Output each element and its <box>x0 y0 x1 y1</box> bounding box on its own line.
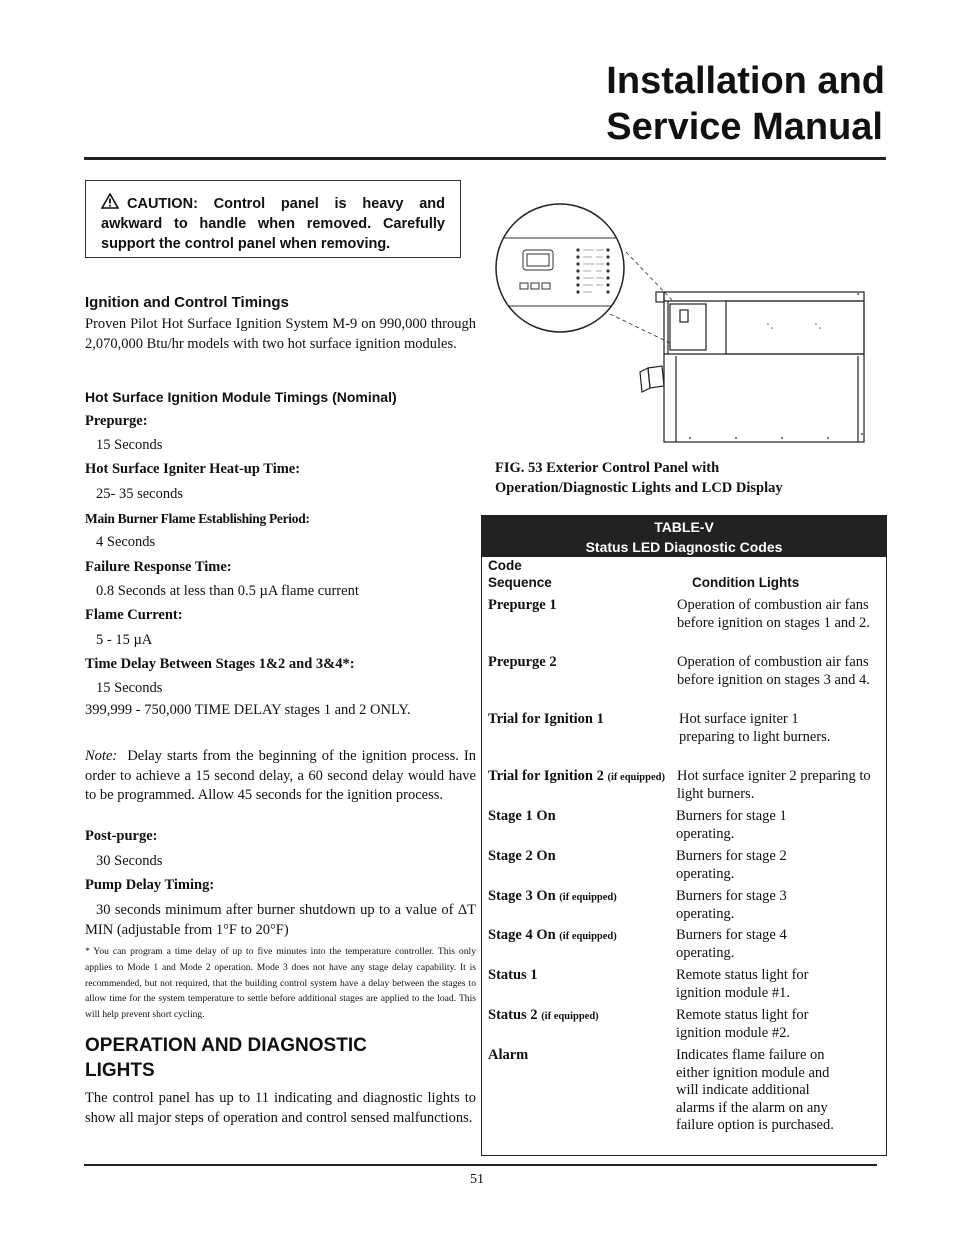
timing-label-prepurge: Prepurge: <box>85 413 148 429</box>
figure-caption <box>495 458 783 498</box>
timing-value-failure-response: 0.8 Seconds at less than 0.5 µA flame current <box>96 583 359 599</box>
table-row-code: Trial for Ignition 2 <box>488 768 604 784</box>
table-row-code: Stage 4 On <box>488 927 556 943</box>
pump-delay-label: Pump Delay Timing: <box>85 877 215 893</box>
caution-text: : Control panel is heavy and awkward to handle when removed. Carefully support the control panel when removing. <box>101 196 445 252</box>
timing-value-heatup: 25- 35 seconds <box>96 486 183 502</box>
pump-delay-value: 30 seconds minimum after burner shutdown up to a value of ΔT MIN (adjustable from 1°F to 20°F) <box>85 902 476 938</box>
timing-value-stage-delay: 15 Seconds <box>96 680 163 696</box>
timing-label-stage-delay: Time Delay Between Stages 1&2 and 3&4*: <box>85 656 355 672</box>
figure-caption-line-1: FIG. 53 Exterior Control Panel with <box>495 460 720 476</box>
table-title: TABLE-V <box>654 519 714 535</box>
table-row-code: Status 2 <box>488 1007 538 1023</box>
timing-label-flame-current: Flame Current: <box>85 607 183 623</box>
table-row-desc: Remote status light for ignition module #1. <box>676 967 809 1001</box>
table-row-desc: Burners for stage 2 operating. <box>676 848 787 882</box>
postpurge-label: Post-purge: <box>85 828 158 844</box>
footnote: * You can program a time delay of up to five minutes into the temperature controller. This only applies to Mode 1 and Mode 2 operation. Mode 3 does not have any stage delay capability. It is recommended, but not required, that the building control system have a delay between the stages to allow time for the system temperature to settle before additional stages are applied to the load. This will help prevent short cycling. <box>85 946 476 1021</box>
table-row-code: Alarm <box>488 1047 529 1063</box>
page-number: 51 <box>470 1172 484 1187</box>
table-row-code: Stage 3 On <box>488 888 556 904</box>
operation-heading <box>85 1033 367 1083</box>
table-header <box>482 516 886 557</box>
equipped-note: (if equipped) <box>559 892 617 903</box>
column-header-condition-lights: Condition Lights <box>692 575 800 590</box>
timing-value-flame-current: 5 - 15 µA <box>96 632 153 648</box>
column-header-sequence: Sequence <box>488 575 552 590</box>
postpurge-value: 30 Seconds <box>96 853 163 869</box>
table-row-code: Status 1 <box>488 967 538 983</box>
figure-caption-line-2: Operation/Diagnostic Lights and LCD Display <box>495 480 783 496</box>
table-row-code: Stage 2 On <box>488 848 556 864</box>
caution-label: CAUTION <box>127 196 194 212</box>
footer-divider <box>84 1164 877 1166</box>
table-row-code: Prepurge 1 <box>488 597 557 613</box>
control-panel-figure <box>490 188 870 450</box>
equipped-note: (if equipped) <box>559 931 617 942</box>
timing-label-failure-response: Failure Response Time: <box>85 559 232 575</box>
column-header-code: Code <box>488 558 522 573</box>
table-row-desc: Indicates flame failure on either ignition module and will indicate additional alarms if the alarm on any failure option is purchased. <box>676 1047 834 1133</box>
header-divider <box>84 157 886 160</box>
status-led-table <box>481 515 887 1156</box>
table-row-code-with-note <box>488 927 617 946</box>
table-row-desc: Operation of combustion air fans before ignition on stages 3 and 4. <box>677 654 870 688</box>
table-row-code-with-note <box>488 1007 599 1026</box>
equipped-note: (if equipped) <box>607 772 665 783</box>
table-row-desc: Operation of combustion air fans before ignition on stages 1 and 2. <box>677 597 870 631</box>
table-row-desc: Remote status light for ignition module #2. <box>676 1007 809 1041</box>
delay-note <box>85 747 476 806</box>
title-line-1: Installation and <box>606 60 885 102</box>
table-row-desc: Hot surface igniter 1 preparing to light burners. <box>679 711 831 745</box>
table-row-code: Trial for Ignition 1 <box>488 711 604 727</box>
timing-label-flame-establishing: Main Burner Flame Establishing Period: <box>85 511 310 526</box>
operation-text: The control panel has up to 11 indicating and diagnostic lights to show all major steps of operation and control sensed malfunctions. <box>85 1090 476 1126</box>
timings-subheading: Hot Surface Ignition Module Timings (Nominal) <box>85 389 397 405</box>
table-row-code: Stage 1 On <box>488 808 556 824</box>
timing-value-prepurge: 15 Seconds <box>96 437 163 453</box>
table-row-desc: Hot surface igniter 2 preparing to light burners. <box>677 768 871 802</box>
page-title <box>606 58 885 150</box>
time-delay-note: 399,999 - 750,000 TIME DELAY stages 1 and 2 ONLY. <box>85 702 411 718</box>
table-row-code-with-note <box>488 888 617 907</box>
note-label: Note: <box>85 748 118 764</box>
timing-value-flame-establishing: 4 Seconds <box>96 534 156 550</box>
timing-label-heatup: Hot Surface Igniter Heat-up Time: <box>85 461 301 477</box>
table-row-code: Prepurge 2 <box>488 654 557 670</box>
title-line-2: Service Manual <box>606 106 883 148</box>
table-row-code-with-note <box>488 768 665 787</box>
table-row-desc: Burners for stage 3 operating. <box>676 888 787 922</box>
ignition-heading: Ignition and Control Timings <box>85 294 289 311</box>
table-row-desc: Burners for stage 4 operating. <box>676 927 787 961</box>
table-row-desc: Burners for stage 1 operating. <box>676 808 787 842</box>
equipped-note: (if equipped) <box>541 1011 599 1022</box>
operation-heading-line-2: LIGHTS <box>85 1060 155 1081</box>
table-subtitle: Status LED Diagnostic Codes <box>585 539 783 555</box>
note-text: Delay starts from the beginning of the ignition process. In order to achieve a 15 second delay, a 60 second delay would have to be programmed. Allow 45 seconds for the ignition process. <box>85 748 477 803</box>
operation-heading-line-1: OPERATION AND DIAGNOSTIC <box>85 1035 367 1056</box>
column-header-code-sequence <box>488 557 552 591</box>
ignition-intro: Proven Pilot Hot Surface Ignition System M-9 on 990,000 through 2,070,000 Btu/hr models with two hot surface ignition modules. <box>85 316 476 352</box>
warning-icon <box>101 193 119 209</box>
caution-box <box>85 180 461 258</box>
